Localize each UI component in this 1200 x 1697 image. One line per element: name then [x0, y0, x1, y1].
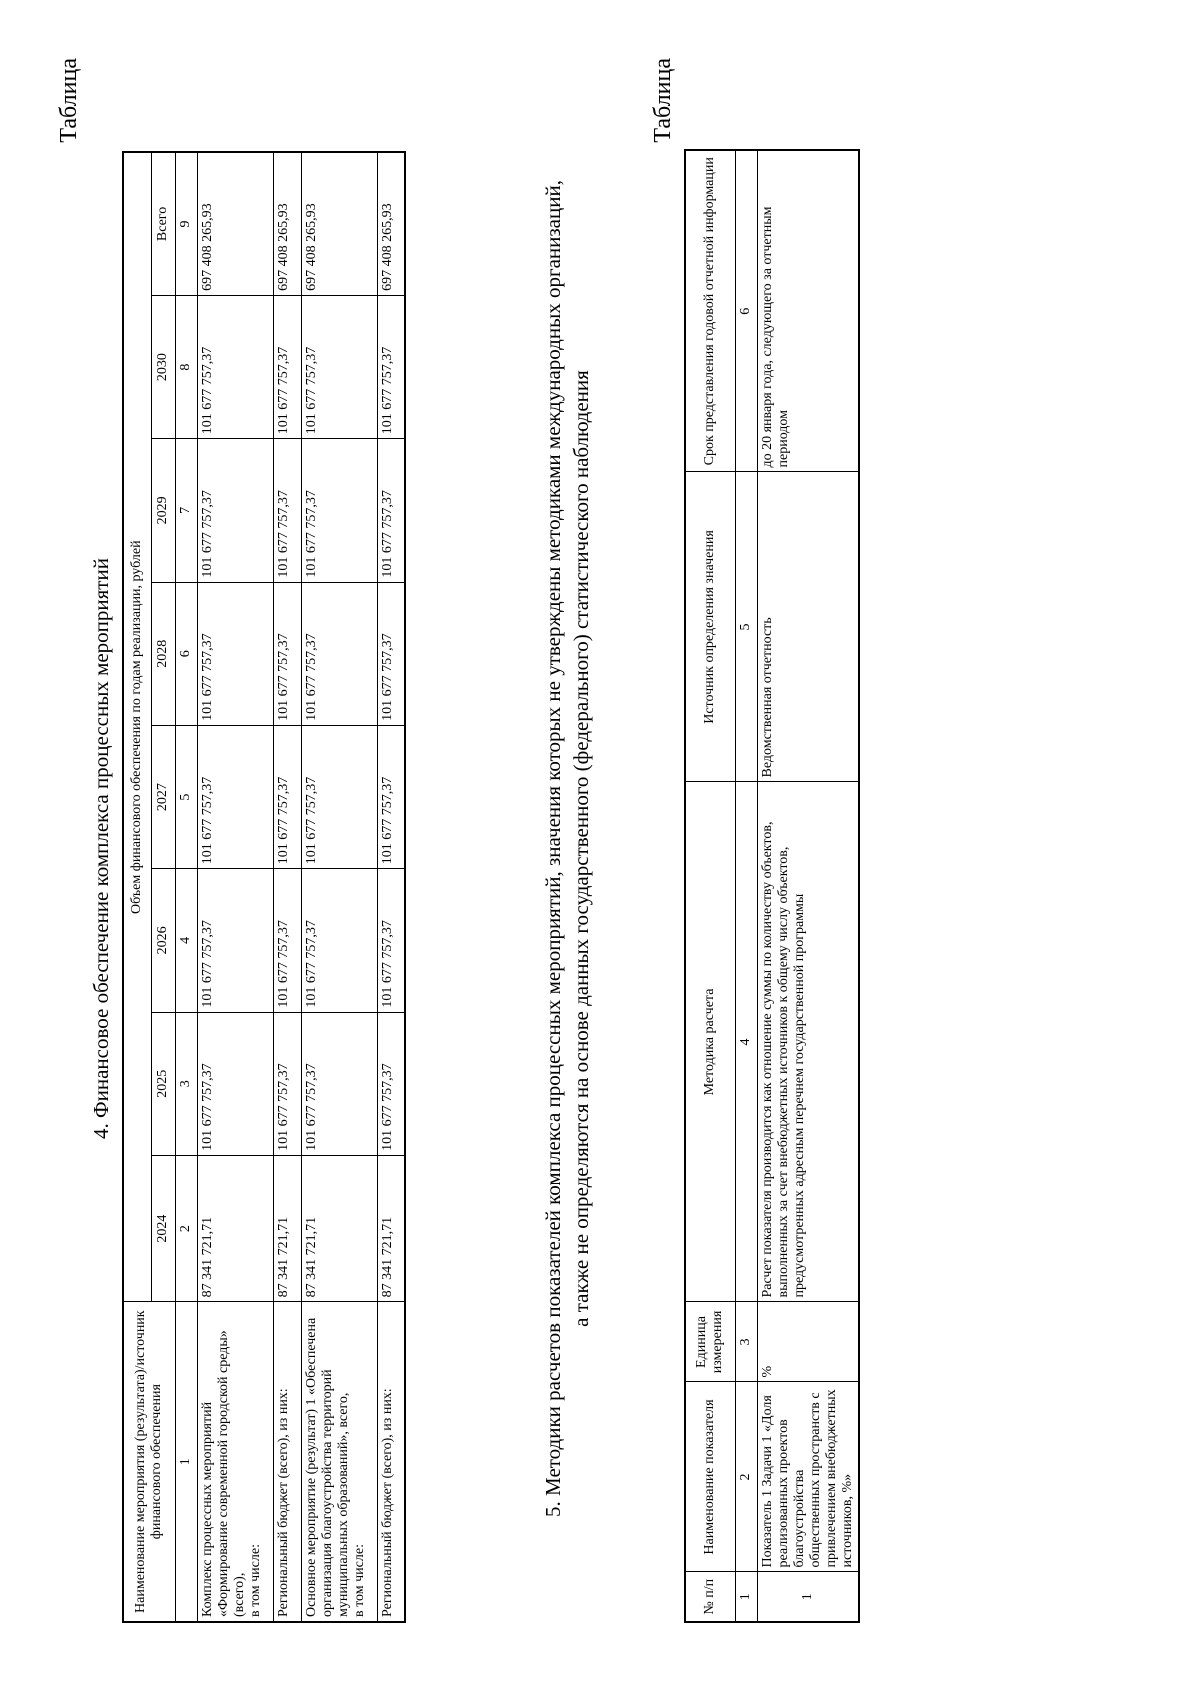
row-value: 101 677 757,37 [273, 725, 301, 868]
row-value: 101 677 757,37 [301, 582, 377, 725]
row-value: 101 677 757,37 [301, 1012, 377, 1155]
header-unit: Единица измерения [685, 1302, 735, 1382]
row-value: 101 677 757,37 [377, 725, 405, 868]
col-number: 2 [175, 1155, 197, 1301]
section5-title-line1: 5. Методики расчетов показателей комплекса процессных мероприятий, значения которых не утверждены методиками международных организаций, [541, 180, 565, 1517]
header-year: 2029 [151, 439, 175, 582]
indicator-name: Показатель 1 Задачи 1 «Доля реализованных проектов благоустройства общественных пространств с привлечением внебюджетных источников, %» [757, 1382, 859, 1572]
row-value: 101 677 757,37 [273, 1012, 301, 1155]
table-row [197, 152, 273, 1622]
row-value: 101 677 757,37 [197, 582, 273, 725]
header-year: 2028 [151, 582, 175, 725]
col-number: 2 [735, 1382, 757, 1572]
row-value: 101 677 757,37 [197, 869, 273, 1012]
col-number: 3 [735, 1302, 757, 1382]
row-value: 87 341 721,71 [273, 1155, 301, 1301]
header-volume-group: Объем финансового обеспечения по годам реализации, рублей [123, 152, 151, 1302]
indicator-source: Ведомственная отчетность [757, 472, 859, 782]
header-total: Всего [151, 152, 175, 295]
row-name: Комплекс процессных мероприятий «Формирование современной городской среды» (всего), в том числе: [197, 1302, 273, 1622]
row-value: 101 677 757,37 [197, 1012, 273, 1155]
row-name: Региональный бюджет (всего), из них: [377, 1302, 405, 1622]
row-value: 101 677 757,37 [301, 869, 377, 1012]
section5-table-label: Таблица [650, 58, 676, 143]
col-number: 1 [175, 1302, 197, 1622]
col-number: 7 [175, 439, 197, 582]
row-value: 101 677 757,37 [377, 582, 405, 725]
table-row [377, 152, 405, 1622]
row-value: 697 408 265,93 [301, 152, 377, 295]
table-row [757, 150, 859, 1622]
row-value: 101 677 757,37 [301, 439, 377, 582]
row-value: 697 408 265,93 [377, 152, 405, 295]
col-number: 8 [175, 295, 197, 438]
row-value: 101 677 757,37 [377, 439, 405, 582]
row-value: 101 677 757,37 [197, 439, 273, 582]
row-value: 87 341 721,71 [377, 1155, 405, 1301]
financing-colnum-row [175, 152, 197, 1622]
col-number: 6 [735, 150, 757, 472]
row-value: 101 677 757,37 [301, 295, 377, 438]
header-name-col: Наименование мероприятия (результата)/источник финансового обеспечения [123, 1302, 175, 1622]
header-year: 2025 [151, 1012, 175, 1155]
row-value: 697 408 265,93 [197, 152, 273, 295]
row-name: Основное мероприятие (результат) 1 «Обеспечена организация благоустройства территорий муниципальных образований», всего, в том числе: [301, 1302, 377, 1622]
row-value: 101 677 757,37 [273, 869, 301, 1012]
indicator-method: Расчет показателя производится как отношение суммы по количеству объектов, выполненных за счет внебюджетных источников к общему числу объектов, предусмотренных адресным перечнем государственной программы [757, 782, 859, 1302]
section4-table-label: Таблица [56, 58, 82, 143]
col-number: 6 [175, 582, 197, 725]
header-year: 2030 [151, 295, 175, 438]
section4-title: 4. Финансовое обеспечение комплекса процессных мероприятий [89, 558, 113, 1139]
row-value: 101 677 757,37 [377, 1012, 405, 1155]
col-number: 3 [175, 1012, 197, 1155]
col-number: 5 [735, 472, 757, 782]
header-year: 2026 [151, 869, 175, 1012]
methodology-colnum-row [735, 150, 757, 1622]
header-year: 2027 [151, 725, 175, 868]
row-name: Региональный бюджет (всего), из них: [273, 1302, 301, 1622]
indicator-num: 1 [757, 1572, 859, 1622]
section5-title-line2: а также не определяются на основе данных государственного (федерального) статистического наблюдения [569, 370, 593, 1327]
col-number: 4 [175, 869, 197, 1012]
methodology-table [684, 149, 860, 1623]
table-row [273, 152, 301, 1622]
col-number: 1 [735, 1572, 757, 1622]
row-value: 101 677 757,37 [377, 295, 405, 438]
row-value: 101 677 757,37 [273, 582, 301, 725]
row-value: 101 677 757,37 [377, 869, 405, 1012]
header-year: 2024 [151, 1155, 175, 1301]
header-num: № п/п [685, 1572, 735, 1622]
indicator-deadline: до 20 января года, следующего за отчетным периодом [757, 150, 859, 472]
row-value: 101 677 757,37 [197, 725, 273, 868]
row-value: 87 341 721,71 [301, 1155, 377, 1301]
header-deadline: Срок представления годовой отчетной информации [685, 150, 735, 472]
col-number: 4 [735, 782, 757, 1302]
header-indicator-name: Наименование показателя [685, 1382, 735, 1572]
row-value: 101 677 757,37 [197, 295, 273, 438]
row-value: 697 408 265,93 [273, 152, 301, 295]
header-method: Методика расчета [685, 782, 735, 1302]
row-value: 101 677 757,37 [273, 439, 301, 582]
financing-table [122, 151, 406, 1623]
row-value: 101 677 757,37 [273, 295, 301, 438]
col-number: 5 [175, 725, 197, 868]
methodology-header-row [685, 150, 735, 1622]
financing-header-row-1 [123, 152, 151, 1622]
row-value: 101 677 757,37 [301, 725, 377, 868]
table-row [301, 152, 377, 1622]
header-source: Источник определения значения [685, 472, 735, 782]
indicator-unit: % [757, 1302, 859, 1382]
col-number: 9 [175, 152, 197, 295]
row-value: 87 341 721,71 [197, 1155, 273, 1301]
